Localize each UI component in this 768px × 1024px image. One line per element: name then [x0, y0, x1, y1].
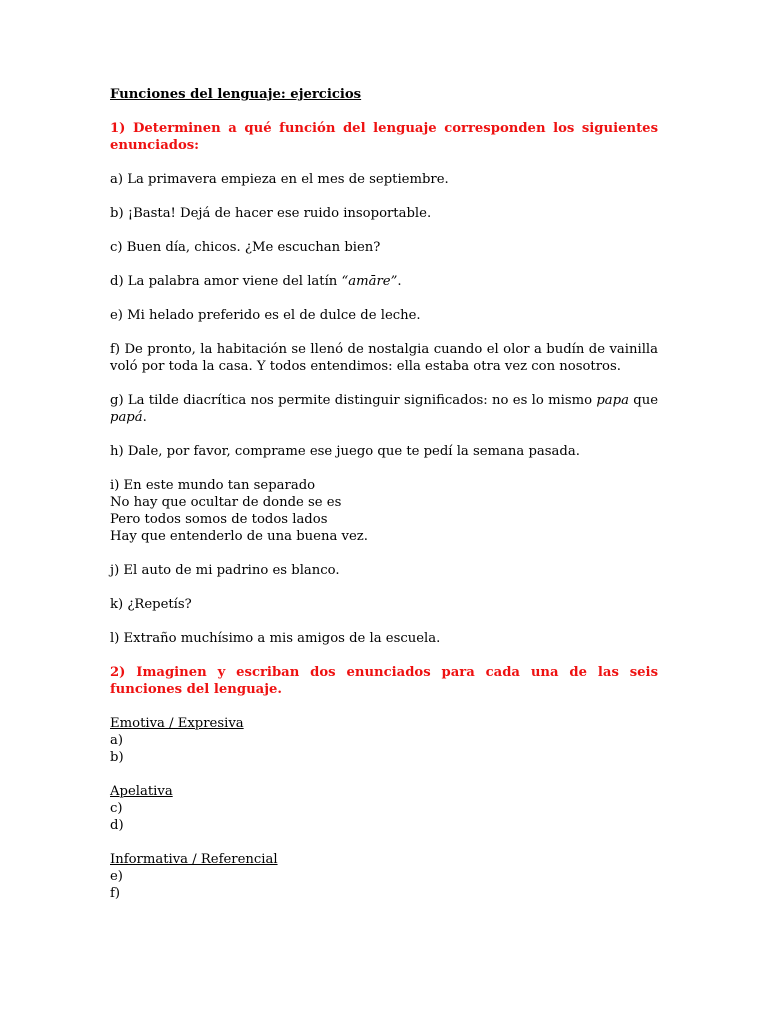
answer-line: b) — [110, 750, 124, 765]
poem-line: Pero todos somos de todos lados — [110, 512, 328, 527]
statement-b: b) ¡Basta! Dejá de hacer ese ruido insoportable. — [110, 206, 432, 221]
poem-line: i) En este mundo tan separado — [110, 478, 316, 493]
statement-d — [110, 273, 658, 290]
document-page — [110, 86, 658, 919]
statement-g-word-papa-accented: papá — [110, 410, 143, 425]
poem-line: No hay que ocultar de donde se es — [110, 495, 342, 510]
poem-line: Hay que entenderlo de una buena vez. — [110, 529, 368, 544]
answer-line: e) — [110, 869, 123, 884]
statement-d-latin-word: “amāre” — [341, 274, 398, 289]
statement-g-connector: que — [628, 393, 658, 408]
statement-d-end: . — [397, 274, 402, 289]
statement-g-word-papa: papa — [596, 393, 629, 408]
answer-line: c) — [110, 801, 123, 816]
document-title: Funciones del lenguaje: ejercicios — [110, 87, 362, 102]
function-category-label: Apelativa — [110, 784, 173, 799]
statement-j: j) El auto de mi padrino es blanco. — [110, 563, 340, 578]
function-group-apelativa — [110, 783, 658, 834]
function-category-label: Informativa / Referencial — [110, 852, 278, 867]
statement-l: l) Extraño muchísimo a mis amigos de la escuela. — [110, 631, 441, 646]
statement-c: c) Buen día, chicos. ¿Me escuchan bien? — [110, 240, 381, 255]
function-group-informativa — [110, 851, 658, 902]
exercise-2-heading: 2) Imaginen y escriban dos enunciados para cada una de las seis funciones del lenguaje. — [110, 665, 658, 697]
function-group-emotiva — [110, 715, 658, 766]
exercise-1-heading: 1) Determinen a qué función del lenguaje corresponden los siguientes enunciados: — [110, 121, 658, 153]
statement-i-poem — [110, 477, 658, 545]
statement-a: a) La primavera empieza en el mes de septiembre. — [110, 172, 449, 187]
statement-g — [110, 392, 658, 426]
statement-d-text: d) La palabra amor viene del latín — [110, 274, 342, 289]
answer-line: a) — [110, 733, 124, 748]
statement-g-text: g) La tilde diacrítica nos permite distinguir significados: no es lo mismo — [110, 393, 597, 408]
answer-line: d) — [110, 818, 124, 833]
statement-g-end: . — [142, 410, 147, 425]
statement-e: e) Mi helado preferido es el de dulce de leche. — [110, 308, 421, 323]
statement-k: k) ¿Repetís? — [110, 597, 192, 612]
statement-h: h) Dale, por favor, comprame ese juego que te pedí la semana pasada. — [110, 444, 580, 459]
statement-f: f) De pronto, la habitación se llenó de nostalgia cuando el olor a budín de vainilla voló por toda la casa. Y todos entendimos: ella estaba otra vez con nosotros. — [110, 342, 658, 374]
answer-line: f) — [110, 886, 121, 901]
function-category-label: Emotiva / Expresiva — [110, 716, 244, 731]
